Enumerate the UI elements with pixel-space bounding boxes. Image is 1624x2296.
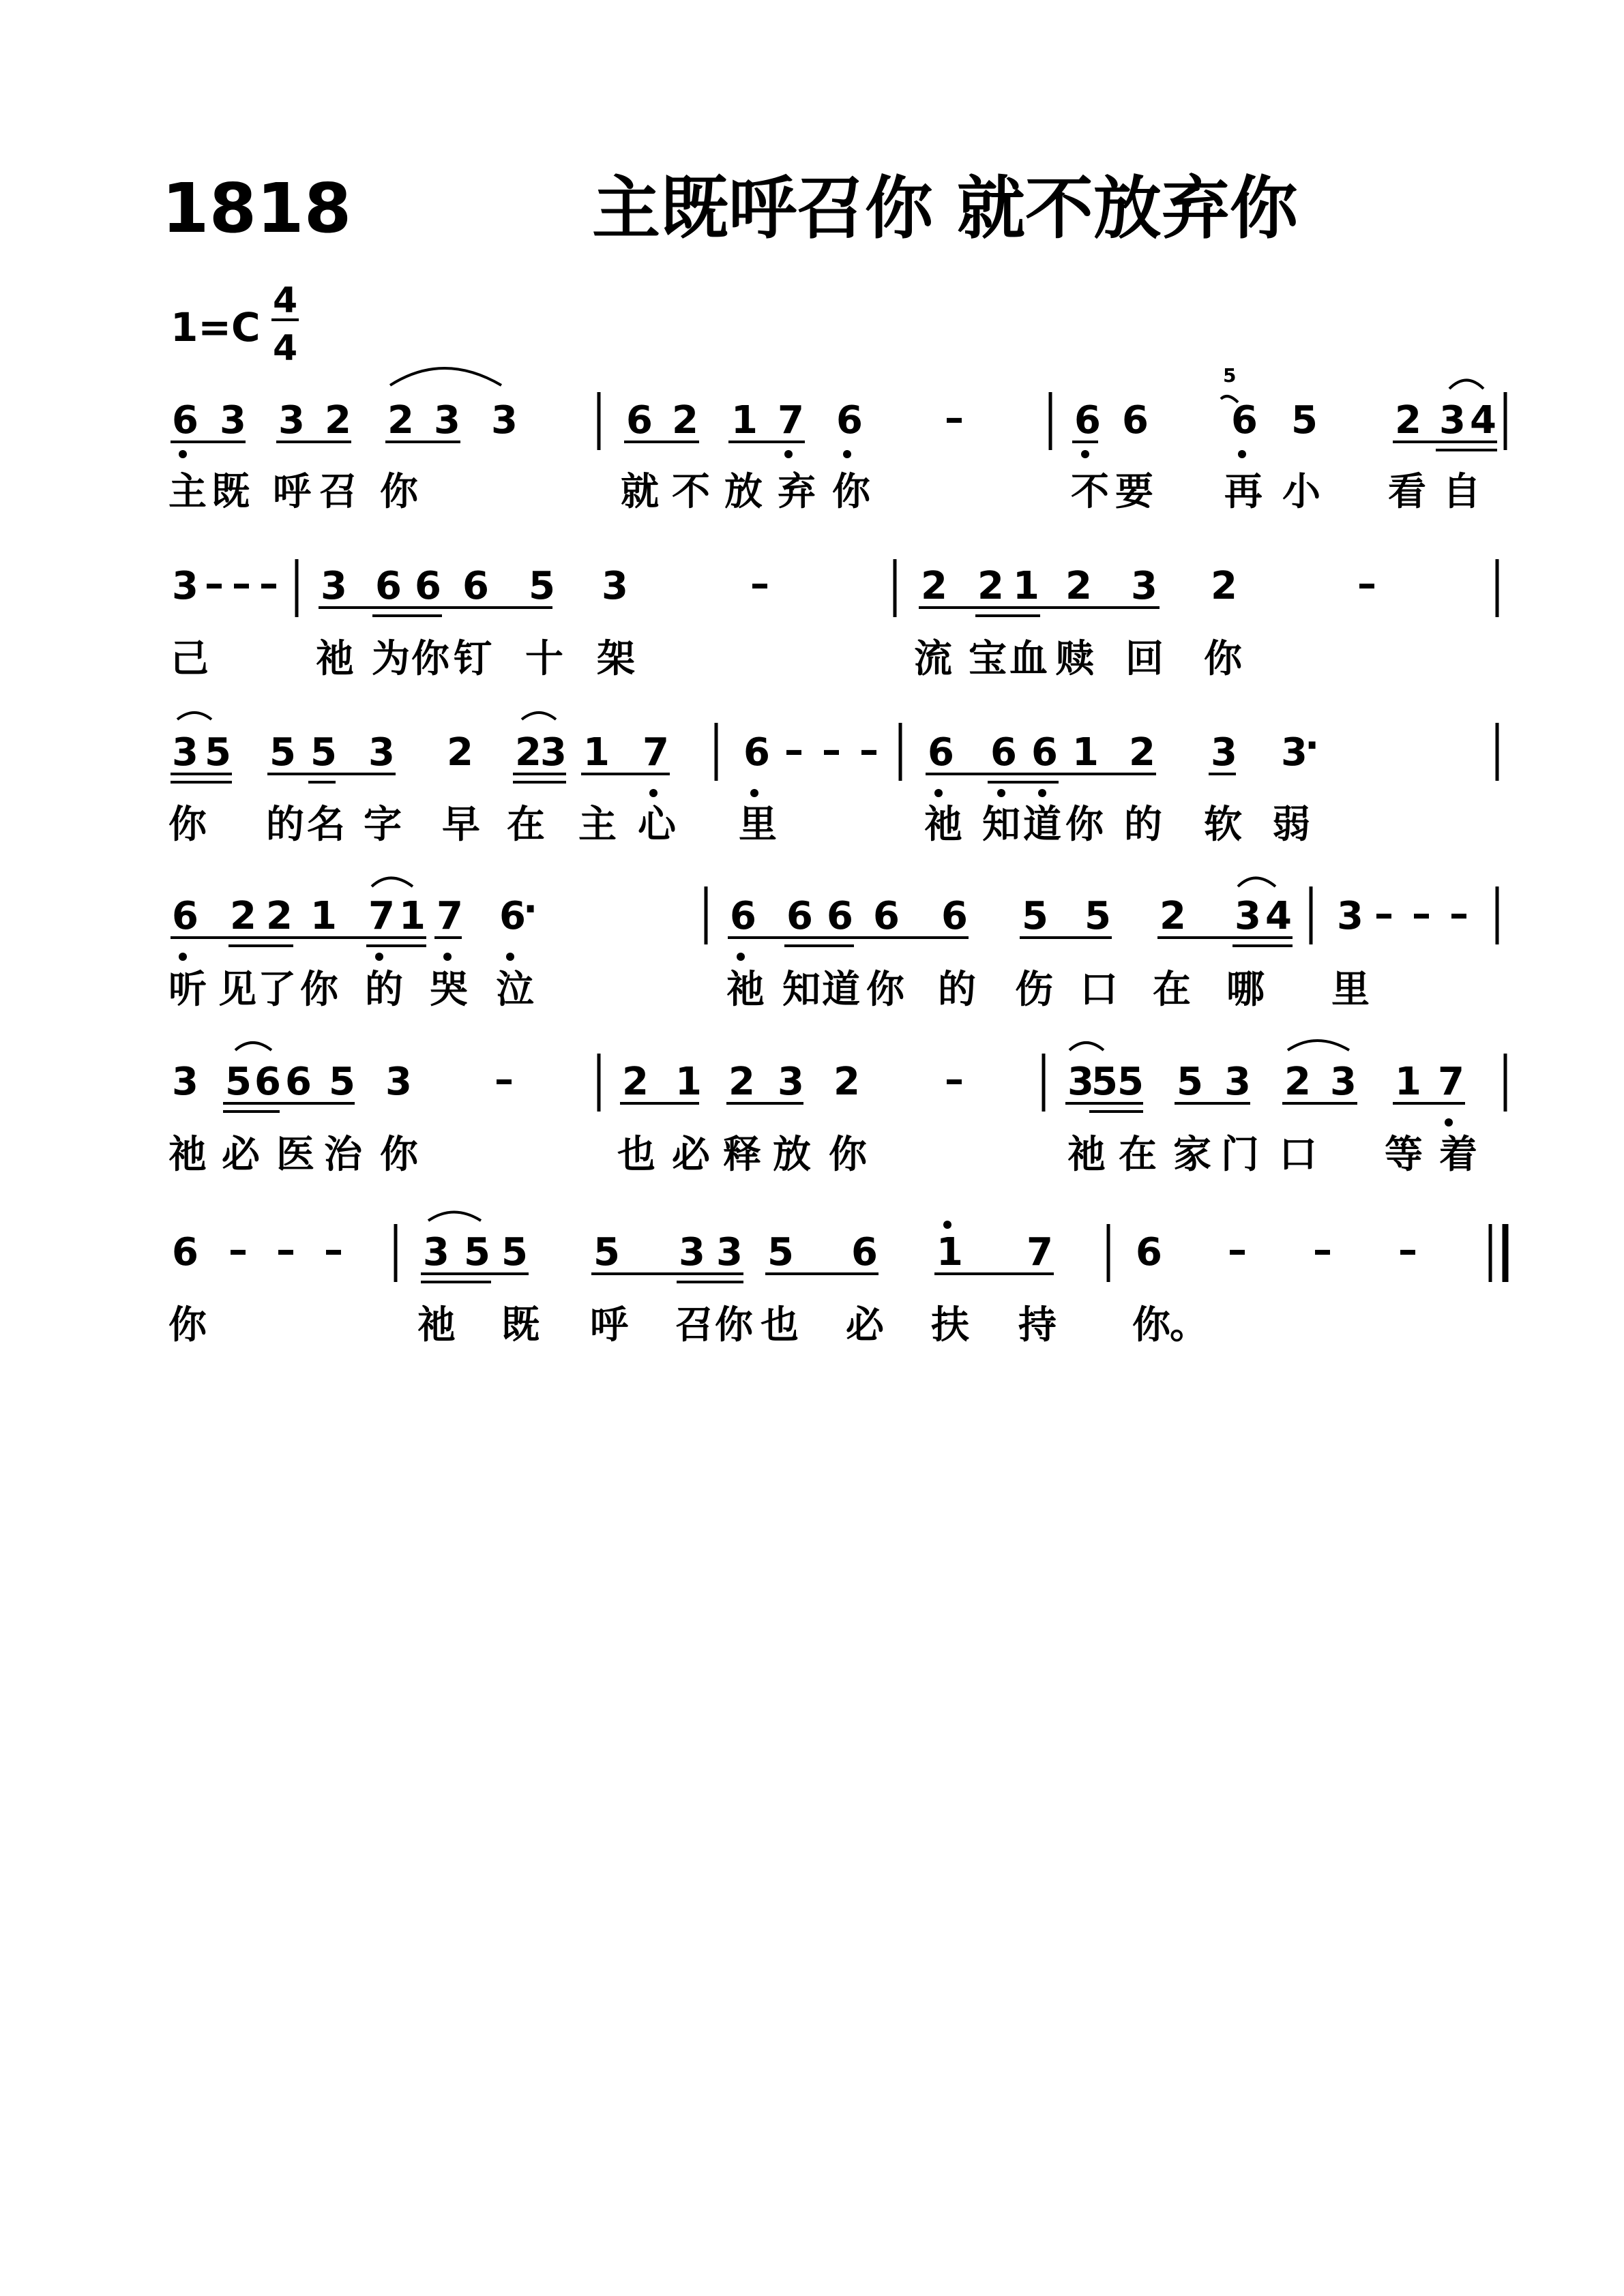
svg-text:7: 7	[368, 894, 395, 938]
svg-text:2: 2	[1211, 564, 1237, 608]
svg-text:7: 7	[643, 730, 669, 775]
svg-text:回: 回	[1125, 637, 1164, 681]
slurs-line-1	[390, 368, 1483, 402]
svg-text:你: 你	[1065, 803, 1104, 847]
svg-text:召: 召	[319, 470, 357, 514]
svg-text:就: 就	[621, 470, 659, 514]
svg-text:血: 血	[1009, 637, 1048, 681]
svg-text:。: 。	[1170, 1303, 1208, 1347]
notes-line-5	[172, 1058, 1464, 1104]
svg-text:不: 不	[1071, 470, 1109, 514]
score-line-6	[168, 1212, 1505, 1348]
svg-text:你: 你	[300, 968, 338, 1012]
svg-text:放: 放	[724, 470, 763, 514]
svg-text:3: 3	[220, 398, 246, 443]
svg-text:2: 2	[325, 398, 351, 443]
svg-text:必: 必	[222, 1133, 260, 1177]
svg-text:–: –	[945, 396, 964, 441]
svg-text:–: –	[1357, 562, 1376, 606]
underlines-line-6	[421, 1274, 1054, 1282]
svg-text:口: 口	[1080, 968, 1118, 1012]
svg-text:2: 2	[387, 398, 414, 443]
svg-text:扶: 扶	[931, 1303, 969, 1347]
svg-text:的: 的	[266, 803, 304, 847]
svg-text:–: –	[259, 562, 278, 606]
svg-text:2: 2	[266, 894, 293, 938]
svg-text:2: 2	[1065, 564, 1092, 608]
notes-line-1	[172, 364, 1496, 443]
svg-text:3: 3	[679, 1230, 705, 1274]
svg-text:6: 6	[285, 1060, 312, 1104]
svg-text:–: –	[324, 1228, 343, 1272]
svg-text:软: 软	[1204, 803, 1242, 847]
svg-text:5: 5	[1117, 1060, 1144, 1104]
score-line-5	[168, 1041, 1505, 1177]
svg-text:祂: 祂	[1067, 1133, 1106, 1177]
svg-text:4: 4	[1265, 894, 1292, 938]
svg-text:在: 在	[1153, 968, 1191, 1012]
svg-text:等: 等	[1385, 1133, 1423, 1177]
svg-text:3: 3	[321, 564, 347, 608]
svg-text:口: 口	[1279, 1133, 1317, 1177]
svg-text:里: 里	[1331, 968, 1370, 1012]
svg-text:1: 1	[1072, 730, 1099, 775]
svg-text:6: 6	[415, 564, 441, 608]
underlines-line-4	[171, 938, 1293, 946]
svg-text:1: 1	[1395, 1060, 1421, 1104]
svg-text:哪: 哪	[1226, 968, 1265, 1012]
svg-text:6: 6	[836, 398, 863, 443]
svg-text:门: 门	[1221, 1133, 1259, 1177]
svg-text:呼: 呼	[273, 470, 311, 514]
svg-text:6: 6	[172, 894, 198, 938]
underlines-line-5	[223, 1103, 1465, 1112]
lyrics-line-4	[168, 968, 1370, 1012]
svg-text:–: –	[205, 562, 224, 606]
lyrics-line-6	[168, 1303, 1208, 1347]
svg-text:你: 你	[1204, 637, 1242, 681]
svg-text:7: 7	[1438, 1060, 1464, 1104]
svg-text:3: 3	[1067, 1060, 1094, 1104]
svg-text:1: 1	[399, 894, 426, 938]
svg-text:3: 3	[1337, 894, 1363, 938]
score-line-1	[168, 364, 1505, 514]
svg-text:召: 召	[675, 1303, 713, 1347]
svg-text:5: 5	[225, 1060, 252, 1104]
svg-text:6: 6	[1231, 398, 1258, 443]
svg-text:3: 3	[172, 1060, 198, 1104]
svg-text:7: 7	[437, 894, 463, 938]
svg-text:必: 必	[672, 1133, 710, 1177]
svg-text:3: 3	[716, 1230, 743, 1274]
svg-text:3: 3	[1131, 564, 1157, 608]
svg-text:2: 2	[1284, 1060, 1311, 1104]
svg-text:2: 2	[230, 894, 256, 938]
svg-text:持: 持	[1018, 1303, 1057, 1347]
svg-text:3: 3	[1211, 730, 1237, 775]
svg-text:的: 的	[938, 968, 976, 1012]
svg-text:听: 听	[168, 968, 207, 1012]
svg-text:–: –	[1412, 892, 1431, 936]
svg-text:在: 在	[1119, 1133, 1157, 1177]
svg-text:不: 不	[672, 470, 710, 514]
score-line-2	[171, 559, 1497, 681]
notes-line-6	[172, 1228, 1417, 1274]
svg-text:6: 6	[1074, 398, 1101, 443]
slurs-line-3	[177, 713, 556, 719]
lyrics-line-1	[168, 470, 1481, 514]
svg-text:自: 自	[1443, 470, 1481, 514]
svg-text:–: –	[276, 1228, 295, 1272]
svg-text:6: 6	[499, 894, 526, 938]
svg-text:道: 道	[822, 968, 860, 1012]
svg-text:–: –	[1449, 892, 1468, 936]
svg-text:小: 小	[1282, 470, 1320, 514]
svg-text:6: 6	[172, 1230, 198, 1274]
lyrics-line-3	[168, 803, 1310, 847]
svg-text:6: 6	[743, 730, 770, 775]
svg-text:5: 5	[310, 730, 337, 775]
svg-text:你: 你	[1132, 1303, 1170, 1347]
svg-text:6: 6	[172, 398, 198, 443]
svg-text:6: 6	[827, 894, 853, 938]
svg-text:2: 2	[1395, 398, 1421, 443]
svg-text:6: 6	[873, 894, 900, 938]
svg-text:1: 1	[731, 398, 758, 443]
notes-line-3	[172, 724, 1319, 775]
svg-text:弱: 弱	[1272, 803, 1310, 847]
svg-text:你: 你	[829, 1133, 867, 1177]
svg-text:泣: 泣	[496, 968, 534, 1012]
svg-text:3: 3	[602, 564, 628, 608]
svg-text:2: 2	[833, 1060, 860, 1104]
svg-text:你: 你	[866, 968, 904, 1012]
svg-text:赎: 赎	[1056, 637, 1094, 681]
svg-text:放: 放	[773, 1133, 811, 1177]
svg-text:名: 名	[307, 803, 345, 847]
svg-text:3: 3	[1281, 730, 1308, 775]
svg-text:2: 2	[728, 1060, 755, 1104]
time-signature-bottom: 4	[273, 328, 298, 369]
svg-text:心: 心	[638, 803, 676, 847]
svg-text:2: 2	[622, 1060, 649, 1104]
song-number: 1818	[162, 168, 352, 248]
svg-text:6: 6	[1122, 398, 1149, 443]
slurs-line-5	[235, 1041, 1349, 1050]
svg-text:7: 7	[778, 398, 804, 443]
svg-text:–: –	[784, 728, 803, 773]
notes-line-4	[172, 887, 1468, 938]
svg-text:道: 道	[1023, 803, 1061, 847]
svg-text:你: 你	[380, 470, 418, 514]
svg-text:的: 的	[365, 968, 403, 1012]
svg-text:也: 也	[617, 1133, 655, 1177]
svg-text:祂: 祂	[417, 1303, 456, 1347]
svg-text:再: 再	[1224, 470, 1263, 514]
svg-text:6: 6	[1136, 1230, 1162, 1274]
key-signature: 1=C	[171, 304, 261, 351]
svg-text:2: 2	[447, 730, 473, 775]
svg-text:3: 3	[385, 1060, 412, 1104]
svg-text:3: 3	[434, 398, 460, 443]
underlines-line-1	[171, 442, 1497, 450]
svg-text:弃: 弃	[778, 470, 816, 514]
svg-text:主: 主	[168, 470, 207, 514]
svg-text:6: 6	[254, 1060, 281, 1104]
svg-text:宝: 宝	[969, 637, 1007, 681]
svg-text:3: 3	[172, 564, 198, 608]
svg-text:2: 2	[921, 564, 947, 608]
svg-text:为: 为	[372, 637, 410, 681]
dots-line-4	[179, 953, 745, 961]
svg-text:你: 你	[168, 803, 207, 847]
svg-text:6: 6	[375, 564, 402, 608]
notes-line-2	[172, 562, 1376, 608]
svg-text:6: 6	[990, 730, 1017, 775]
svg-text:–: –	[859, 728, 879, 773]
underlines-line-2	[319, 608, 1160, 616]
svg-text:3: 3	[1330, 1060, 1357, 1104]
svg-text:里: 里	[739, 803, 777, 847]
svg-text:祂: 祂	[168, 1133, 207, 1177]
svg-text:–: –	[228, 1228, 248, 1272]
svg-text:–: –	[945, 1058, 964, 1102]
svg-text:5: 5	[1291, 398, 1318, 443]
svg-text:1: 1	[583, 730, 610, 775]
svg-text:了: 了	[258, 968, 296, 1012]
svg-text:钉: 钉	[454, 637, 492, 681]
svg-text:1: 1	[310, 894, 337, 938]
svg-text:5: 5	[501, 1230, 528, 1274]
svg-text:释: 释	[723, 1133, 761, 1177]
svg-text:5: 5	[1091, 1060, 1118, 1104]
svg-text:5: 5	[767, 1230, 794, 1274]
svg-text:6: 6	[851, 1230, 878, 1274]
svg-text:·: ·	[523, 887, 538, 931]
svg-text:6: 6	[928, 730, 954, 775]
svg-text:1: 1	[936, 1230, 963, 1274]
svg-text:流: 流	[914, 637, 952, 681]
svg-text:–: –	[822, 728, 841, 773]
svg-text:你: 你	[168, 1303, 207, 1347]
svg-text:既: 既	[211, 470, 250, 514]
svg-text:3: 3	[368, 730, 395, 775]
svg-text:十: 十	[525, 637, 563, 681]
svg-text:2: 2	[515, 730, 542, 775]
svg-text:在: 在	[507, 803, 545, 847]
svg-text:2: 2	[672, 398, 698, 443]
svg-text:5: 5	[1022, 894, 1048, 938]
svg-text:5: 5	[205, 730, 231, 775]
svg-text:见: 见	[218, 968, 256, 1012]
svg-text:6: 6	[941, 894, 968, 938]
svg-text:3: 3	[1235, 894, 1261, 938]
svg-text:3: 3	[423, 1230, 449, 1274]
svg-text:–: –	[1228, 1228, 1247, 1272]
svg-text:6: 6	[730, 894, 756, 938]
svg-text:架: 架	[597, 637, 635, 681]
svg-text:6: 6	[786, 894, 813, 938]
svg-text:3: 3	[278, 398, 305, 443]
svg-text:祂: 祂	[924, 803, 962, 847]
svg-text:3: 3	[778, 1060, 804, 1104]
svg-text:2: 2	[977, 564, 1004, 608]
song-title: 主既呼召你 就不放弃你	[592, 168, 1298, 248]
dots-line-3	[649, 789, 1046, 797]
svg-text:·: ·	[1305, 724, 1320, 768]
svg-text:3: 3	[172, 730, 198, 775]
svg-text:3: 3	[491, 398, 518, 443]
svg-text:6: 6	[626, 398, 653, 443]
svg-text:要: 要	[1115, 470, 1153, 514]
dots-line-1	[179, 450, 1246, 458]
svg-text:呼: 呼	[590, 1303, 628, 1347]
svg-text:5: 5	[1177, 1060, 1203, 1104]
svg-text:–: –	[232, 562, 251, 606]
svg-text:你: 你	[832, 470, 870, 514]
svg-text:着: 着	[1439, 1133, 1477, 1177]
svg-text:知: 知	[782, 968, 821, 1012]
svg-text:–: –	[1398, 1228, 1417, 1272]
svg-text:3: 3	[1224, 1060, 1251, 1104]
svg-text:5: 5	[269, 730, 296, 775]
svg-text:–: –	[1313, 1228, 1332, 1272]
svg-text:己: 己	[171, 637, 209, 681]
score-line-4	[168, 878, 1497, 1013]
svg-text:5: 5	[464, 1230, 490, 1274]
svg-text:看: 看	[1388, 470, 1426, 514]
svg-text:5: 5	[593, 1230, 620, 1274]
svg-text:5: 5	[329, 1060, 355, 1104]
svg-text:知: 知	[982, 803, 1020, 847]
slurs-line-6	[428, 1212, 481, 1221]
svg-text:–: –	[494, 1058, 514, 1102]
svg-text:6: 6	[1031, 730, 1058, 775]
svg-text:3: 3	[1439, 398, 1466, 443]
svg-text:治: 治	[324, 1133, 362, 1177]
svg-text:你: 你	[715, 1303, 753, 1347]
lyrics-line-5	[168, 1133, 1477, 1177]
svg-text:3: 3	[540, 730, 567, 775]
svg-text:5: 5	[1223, 364, 1237, 387]
dots-line-5	[1445, 1118, 1453, 1127]
lyrics-line-2	[171, 637, 1243, 681]
svg-text:的: 的	[1124, 803, 1162, 847]
time-signature-top: 4	[273, 280, 298, 321]
svg-text:伤: 伤	[1015, 968, 1053, 1012]
svg-text:医: 医	[276, 1133, 314, 1177]
svg-text:你: 你	[411, 637, 449, 681]
svg-text:5: 5	[529, 564, 555, 608]
underlines-line-3	[171, 774, 1236, 782]
svg-text:1: 1	[675, 1060, 702, 1104]
dots-line-6	[943, 1221, 951, 1229]
svg-text:家: 家	[1173, 1133, 1211, 1177]
slurs-line-4	[372, 878, 1275, 887]
svg-text:5: 5	[1084, 894, 1111, 938]
svg-text:必: 必	[846, 1303, 884, 1347]
svg-text:哭: 哭	[430, 968, 468, 1012]
svg-text:7: 7	[1027, 1230, 1053, 1274]
svg-text:2: 2	[1129, 730, 1155, 775]
svg-text:–: –	[750, 562, 769, 606]
svg-text:祂: 祂	[726, 968, 765, 1012]
svg-text:祂: 祂	[316, 637, 354, 681]
svg-text:字: 字	[364, 803, 402, 847]
svg-text:既: 既	[501, 1303, 540, 1347]
svg-text:2: 2	[1160, 894, 1186, 938]
svg-text:–: –	[1374, 892, 1393, 936]
svg-text:也: 也	[761, 1303, 799, 1347]
svg-text:1: 1	[1013, 564, 1039, 608]
score-line-3	[168, 713, 1497, 847]
svg-text:你: 你	[380, 1133, 418, 1177]
svg-text:早: 早	[442, 803, 480, 847]
svg-text:4: 4	[1470, 398, 1496, 443]
svg-text:6: 6	[462, 564, 489, 608]
svg-text:主: 主	[578, 803, 617, 847]
